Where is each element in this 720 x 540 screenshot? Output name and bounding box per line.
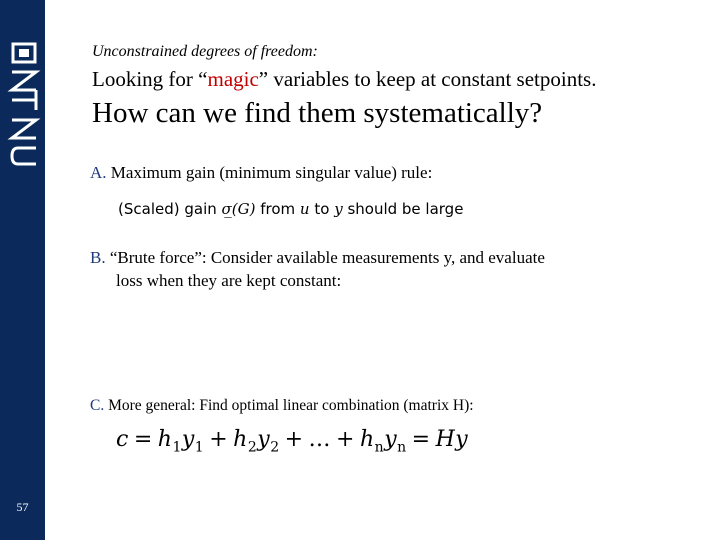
title-line-before: Looking for “	[92, 67, 208, 91]
item-a-text: Maximum gain (minimum singular value) rule:	[106, 163, 433, 182]
title-line	[92, 67, 596, 92]
item-b-line1-text: “Brute force”: Consider available measurements y, and evaluate	[105, 248, 545, 267]
f-y1: y	[181, 427, 195, 452]
item-a-letter: A.	[90, 163, 107, 182]
formula-a-y: y	[334, 200, 343, 218]
f-eq2: =	[411, 427, 431, 452]
f-hn: h	[359, 427, 375, 452]
item-a	[90, 163, 432, 183]
item-b-letter: B.	[90, 248, 106, 267]
f-h2: h	[233, 427, 248, 452]
formula-a-arg: (G)	[231, 200, 256, 218]
formula-a-u: u	[299, 200, 310, 218]
title-line-after: ” variables to keep at constant setpoints.	[258, 67, 597, 91]
f-h1: h	[157, 427, 173, 452]
item-b	[90, 246, 545, 292]
f-plus1: +	[209, 427, 229, 452]
f-plus3: +	[336, 427, 355, 452]
f-c: c	[116, 427, 129, 452]
slide-subtitle: Unconstrained degrees of freedom:	[92, 43, 318, 60]
f-yn: y	[384, 427, 398, 452]
item-c-letter: C.	[90, 397, 105, 414]
item-b-line1	[90, 246, 545, 269]
item-b-line2: loss when they are kept constant:	[116, 271, 342, 290]
formula-a	[118, 200, 463, 218]
formula-a-post: should be large	[342, 200, 464, 218]
formula-a-pre: (Scaled) gain	[118, 200, 222, 218]
formula-a-sigma: σ̲	[221, 200, 232, 218]
formula-a-mid2: to	[309, 200, 335, 218]
ntnu-logo	[0, 38, 45, 178]
f-dots: …	[308, 427, 332, 452]
formula-c	[116, 427, 468, 455]
f-y2-sub: 2	[270, 439, 280, 456]
f-rhs: Hy	[435, 427, 469, 452]
f-h1-sub: 1	[172, 439, 182, 456]
f-eq: =	[133, 427, 153, 452]
sidebar	[0, 0, 45, 540]
title-line-magic: magic	[207, 67, 259, 91]
item-c	[90, 397, 474, 415]
formula-a-mid1: from	[255, 200, 300, 218]
f-yn-sub: n	[397, 439, 407, 456]
f-plus2: +	[284, 427, 304, 452]
f-y1-sub: 1	[194, 439, 205, 456]
slide-title: How can we find them systematically?	[92, 97, 543, 129]
item-c-text: More general: Find optimal linear combination (matrix H):	[104, 397, 474, 414]
slide-number: 57	[16, 500, 29, 514]
f-h2-sub: 2	[247, 439, 258, 456]
f-hn-sub: n	[374, 439, 385, 456]
f-y2: y	[257, 427, 271, 452]
